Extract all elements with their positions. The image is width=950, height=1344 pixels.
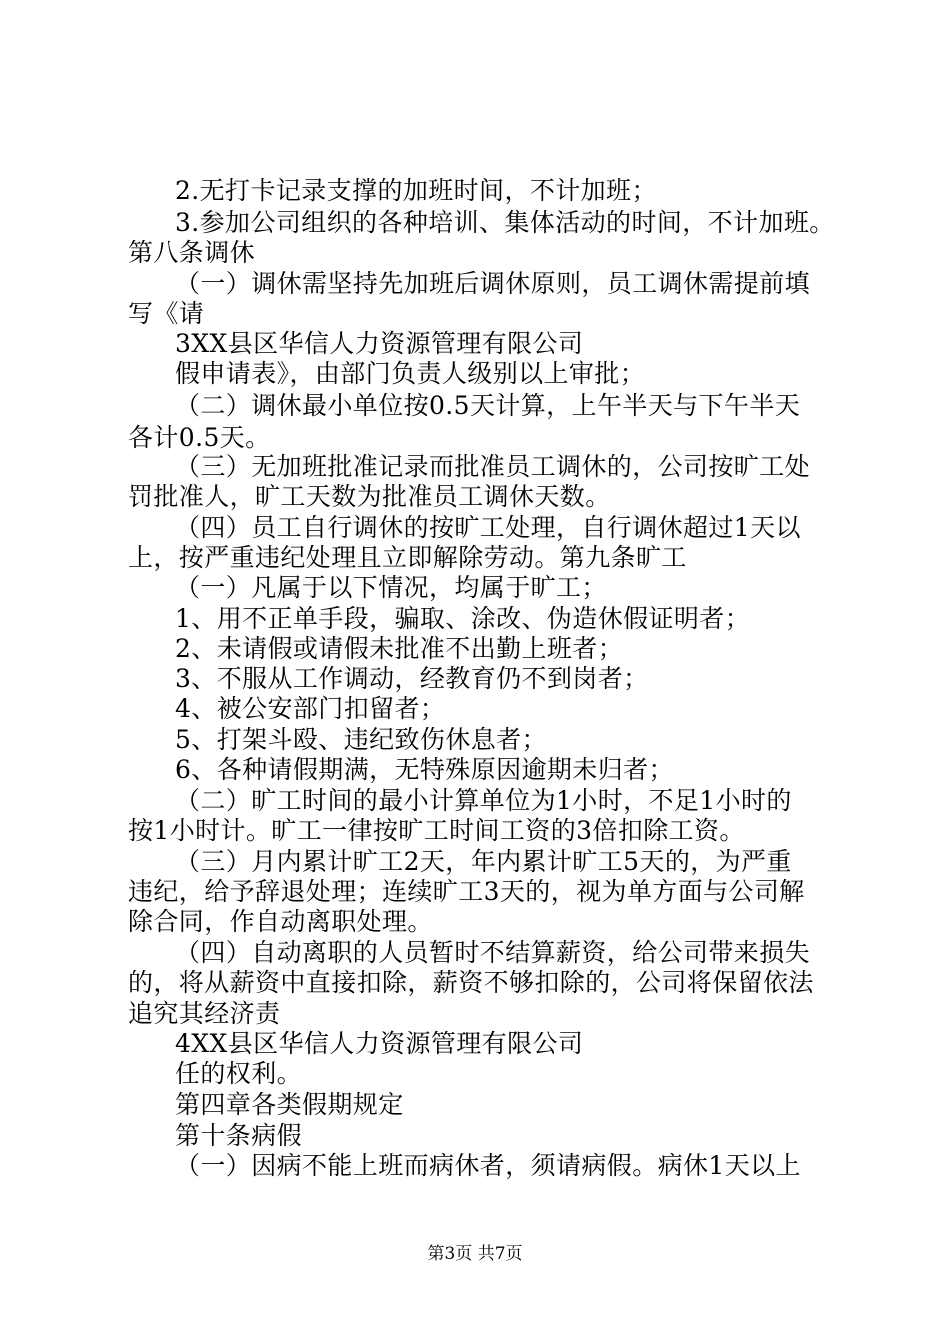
body-line: （四）员工自行调休的按旷工处理，自行调休超过1天以	[175, 513, 801, 542]
body-line: （四）自动离职的人员暂时不结算薪资，给公司带来损失	[175, 938, 811, 967]
chapter-heading: 第四章各类假期规定	[175, 1090, 404, 1119]
list-item: 6、各种请假期满，无特殊原因逾期未归者；	[175, 755, 674, 784]
page-header-text: 3XX县区华信人力资源管理有限公司	[175, 329, 584, 358]
body-line: 除合同，作自动离职处理。	[128, 907, 433, 936]
page-footer: 第3页 共7页	[427, 1244, 523, 1264]
list-item: 4、被公安部门扣留者；	[175, 694, 446, 723]
page-header-text: 4XX县区华信人力资源管理有限公司	[175, 1029, 584, 1058]
list-item: 3、不服从工作调动，经教育仍不到岗者；	[175, 664, 649, 693]
body-line: 各计0.5天。	[128, 423, 271, 452]
body-line: 上，按严重违纪处理且立即解除劳动。第九条旷工	[128, 543, 687, 572]
section-heading: 第十条病假	[175, 1121, 303, 1150]
body-line: 的，将从薪资中直接扣除，薪资不够扣除的，公司将保留依法	[128, 968, 814, 997]
list-item: 5、打架斗殴、违纪致伤休息者；	[175, 725, 547, 754]
body-line: 写《请	[128, 299, 205, 328]
body-line: （二）调休最小单位按0.5天计算，上午半天与下午半天	[175, 391, 801, 420]
list-item: 2、未请假或请假未批准不出勤上班者；	[175, 634, 624, 663]
body-line: （一）因病不能上班而病休者，须请病假。病休1天以上	[175, 1151, 801, 1180]
body-line: 追究其经济责	[128, 999, 281, 1028]
body-line: 假申请表》，由部门负责人级别以上审批；	[175, 359, 646, 388]
list-item: 1、用不正单手段，骗取、涂改、伪造休假证明者；	[175, 604, 751, 633]
body-line: （二）旷工时间的最小计算单位为1小时，不足1小时的	[175, 786, 792, 815]
body-line: 3.参加公司组织的各种培训、集体活动的时间，不计加班。	[175, 208, 835, 237]
body-line: 2.无打卡记录支撑的加班时间，不计加班；	[175, 176, 657, 205]
body-line: 违纪，给予辞退处理；连续旷工3天的，视为单方面与公司解	[128, 877, 805, 906]
body-line: （一）调休需坚持先加班后调休原则，员工调休需提前填	[175, 269, 811, 298]
body-line: 按1小时计。旷工一律按旷工时间工资的3倍扣除工资。	[128, 816, 745, 845]
body-line: 任的权利。	[175, 1059, 303, 1088]
body-line: （一）凡属于以下情况，均属于旷工；	[175, 573, 607, 602]
body-line: 罚批准人，旷工天数为批准员工调休天数。	[128, 482, 611, 511]
body-line: （三）无加班批准记录而批准员工调休的，公司按旷工处	[175, 452, 811, 481]
body-line: （三）月内累计旷工2天，年内累计旷工5天的，为严重	[175, 847, 792, 876]
section-heading: 第八条调休	[128, 238, 256, 267]
